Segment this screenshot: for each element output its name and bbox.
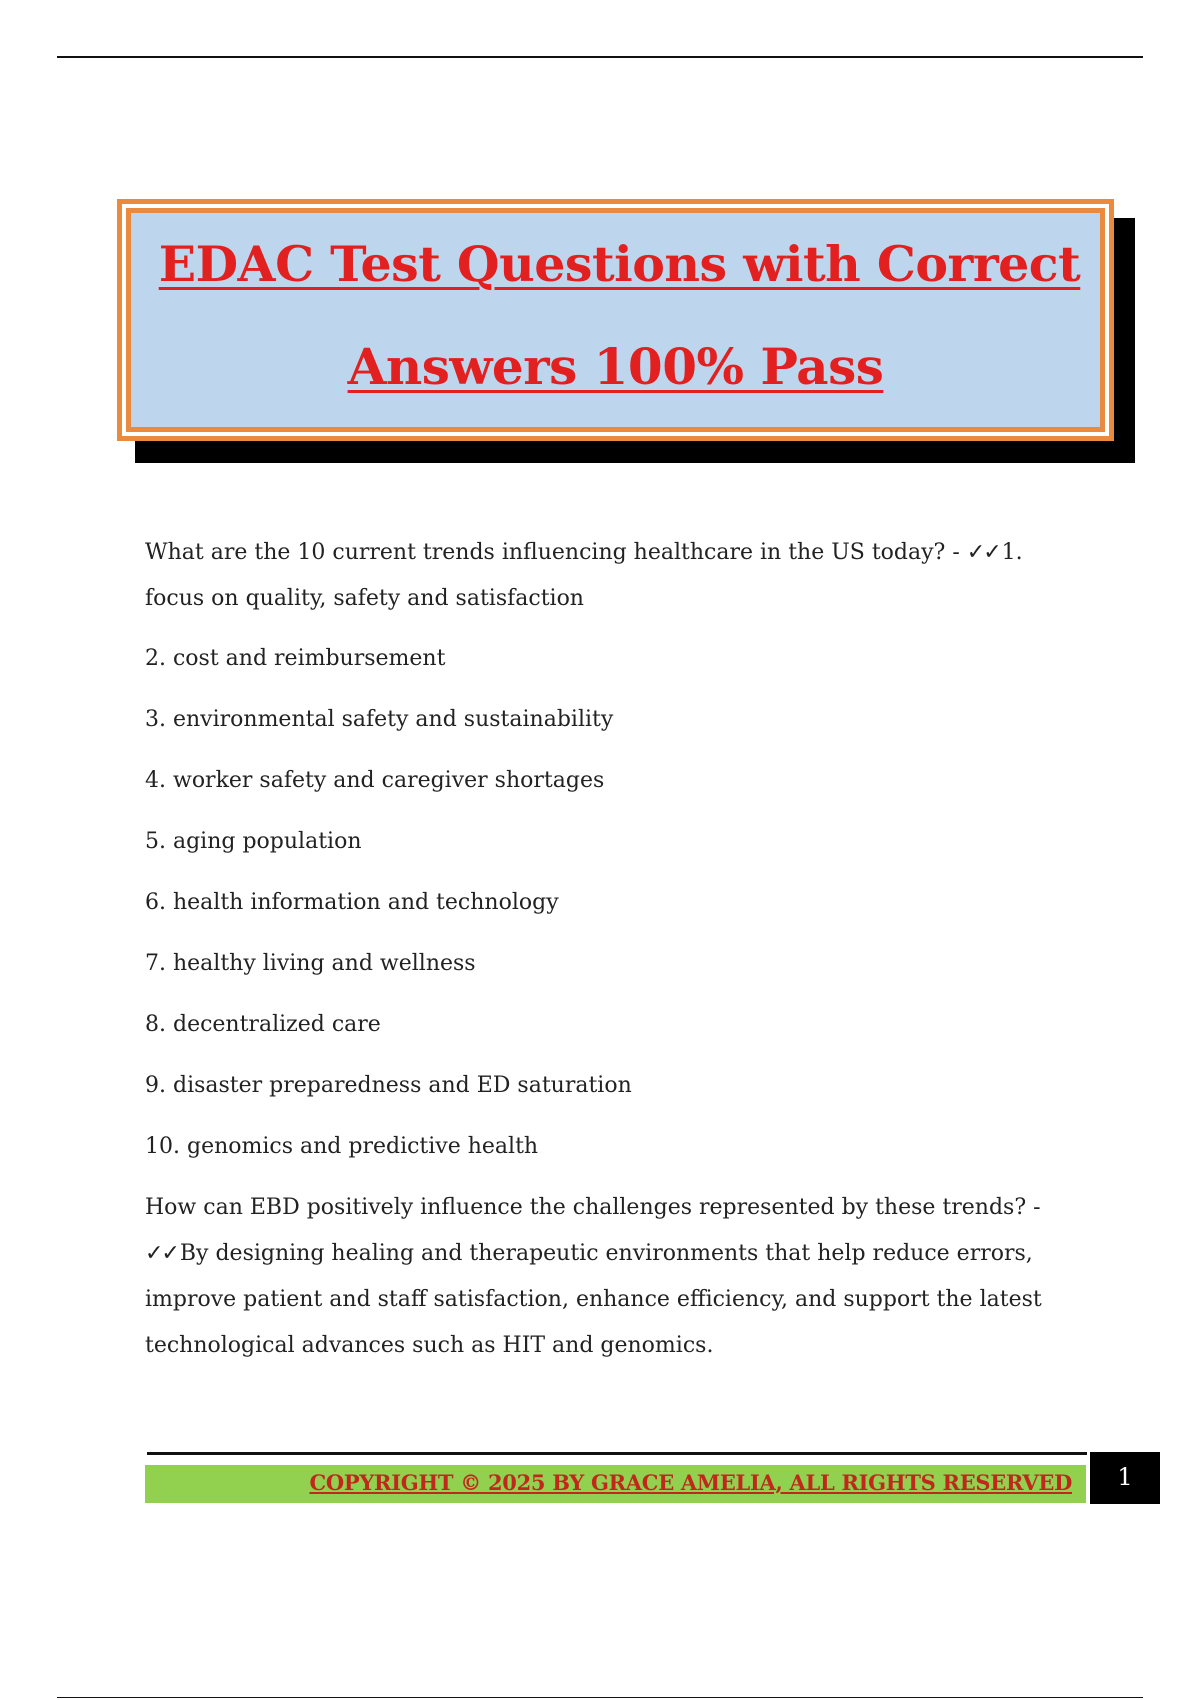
footer-bar — [145, 1465, 1086, 1503]
answer-2: By designing healing and therapeutic environments that help reduce errors, improve patient and staff satisfaction, enhance efficiency, and support the latest technological advances such as HIT and genomics. — [145, 1241, 1042, 1358]
list-item: 6. health information and technology — [145, 890, 559, 915]
title-banner — [117, 199, 1114, 441]
document-body — [145, 530, 1075, 1383]
copyright-notice: COPYRIGHT © 2025 BY GRACE AMELIA, ALL RIGHTS RESERVED — [309, 1470, 1072, 1495]
question-2-text: How can EBD positively influence the challenges represented by these trends? - — [145, 1195, 1041, 1220]
list-item: 7. healthy living and wellness — [145, 951, 476, 976]
question-1 — [145, 530, 1075, 622]
list-item: 8. decentralized care — [145, 1012, 381, 1037]
title-line-2: Answers 100% Pass — [347, 337, 884, 396]
question-2 — [145, 1185, 1075, 1369]
checkmark-icon: ✓✓ — [966, 540, 1000, 565]
list-item: 10. genomics and predictive health — [145, 1134, 539, 1159]
page-number: 1 — [1090, 1452, 1160, 1504]
answer-1-first: 1. focus on quality, safety and satisfaction — [145, 540, 1023, 611]
list-item: 9. disaster preparedness and ED saturation — [145, 1073, 632, 1098]
checkmark-icon: ✓✓ — [145, 1241, 178, 1266]
list-item: 4. worker safety and caregiver shortages — [145, 768, 605, 793]
header-rule — [57, 56, 1143, 58]
footer-rule — [147, 1452, 1087, 1455]
title-box — [131, 213, 1100, 427]
footer-page-rule — [57, 1697, 1143, 1698]
list-item: 5. aging population — [145, 829, 362, 854]
list-item: 3. environmental safety and sustainability — [145, 707, 614, 732]
question-1-text: What are the 10 current trends influencing healthcare in the US today? - — [145, 540, 967, 565]
title-line-1: EDAC Test Questions with Correct — [158, 235, 1081, 293]
list-item: 2. cost and reimbursement — [145, 646, 446, 671]
